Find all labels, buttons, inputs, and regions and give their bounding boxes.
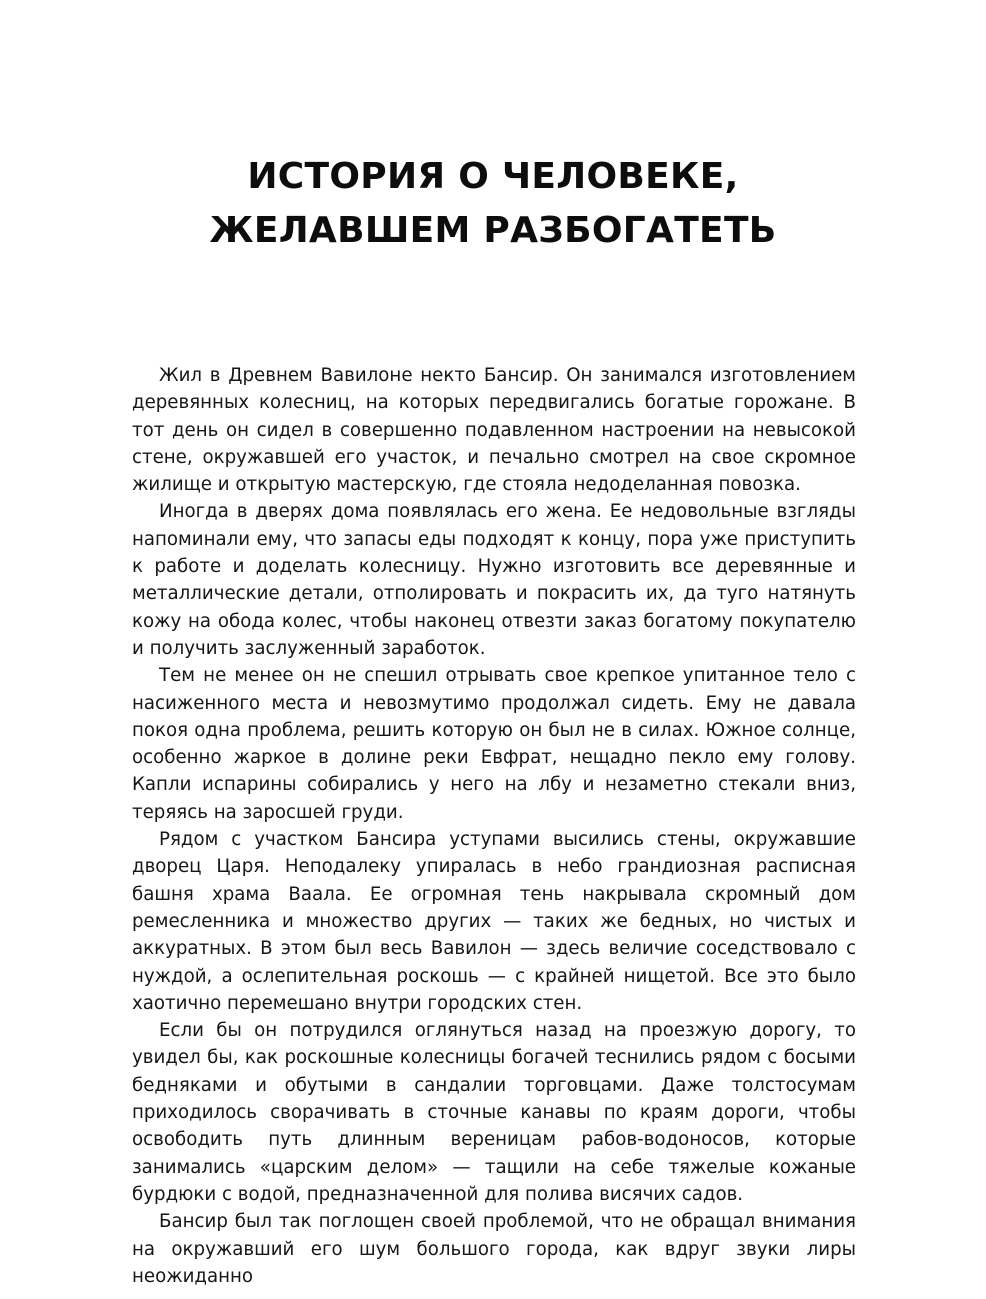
paragraph-6: Бансир был так поглощен своей проблемой, что не обращал внимания на окружавший его шум большого города, как вдруг звуки лиры неожиданно (132, 1211, 856, 1287)
chapter-title-line-2: ЖЕЛАВШЕМ РАЗБОГАТЕТЬ (209, 210, 777, 251)
paragraph-1: Жил в Древнем Вавилоне некто Бансир. Он занимался изготовлением деревянных колесниц, на которых передвигались богатые горожане. В тот день он сидел в совершенно подавленном настроении на невысокой стене, окружавшей его участок, и печально смотрел на свое скромное жилище и открытую мастерскую, где стояла недоделанная повозка. (132, 365, 856, 496)
chapter-title (0, 150, 986, 258)
chapter-body (132, 362, 856, 1290)
paragraph-3: Тем не менее он не спешил отрывать свое крепкое упитанное тело с насиженного места и невозмутимо продолжал сидеть. Ему не давала покоя одна проблема, решить которую он был не в силах. Южное солнце, особенно жаркое в долине реки Евфрат, нещадно пекло ему голову. Капли испарины собирались у него на лбу и незаметно стекали вниз, теряясь на заросшей груди. (132, 665, 856, 823)
paragraph-4: Рядом с участком Бансира уступами высились стены, окружавшие дворец Царя. Неподалеку упиралась в небо грандиозная расписная башня храма Ваала. Ее огромная тень накрывала скромный дом ремесленника и множество других — таких же бедных, но чистых и аккуратных. В этом был весь Вавилон — здесь величие соседствовало с нуждой, а ослепительная роскошь — с крайней нищетой. Все это было хаотично перемешано внутри городских стен. (132, 829, 856, 1014)
chapter-title-line-1: ИСТОРИЯ О ЧЕЛОВЕКЕ, (247, 156, 739, 197)
paragraph-5: Если бы он потрудился оглянуться назад на проезжую дорогу, то увидел бы, как роскошные колесницы богачей теснились рядом с босыми бедняками и обутыми в сандалии торговцами. Даже толстосумам приходилось сворачивать в сточные канавы по краям дороги, чтобы освободить путь длинным вереницам рабов-водоносов, которые занимались «царским делом» — тащили на себе тяжелые кожаные бурдюки с водой, предназначенной для полива висячих садов. (132, 1020, 856, 1205)
paragraph-2: Иногда в дверях дома появлялась его жена. Ее недовольные взгляды напоминали ему, что запасы еды подходят к концу, пора уже приступить к работе и доделать колесницу. Нужно изготовить все деревянные и металлические детали, отполировать и покрасить их, да туго натянуть кожу на обода колес, чтобы наконец отвезти заказ богатому покупателю и получить заслуженный заработок. (132, 501, 856, 659)
